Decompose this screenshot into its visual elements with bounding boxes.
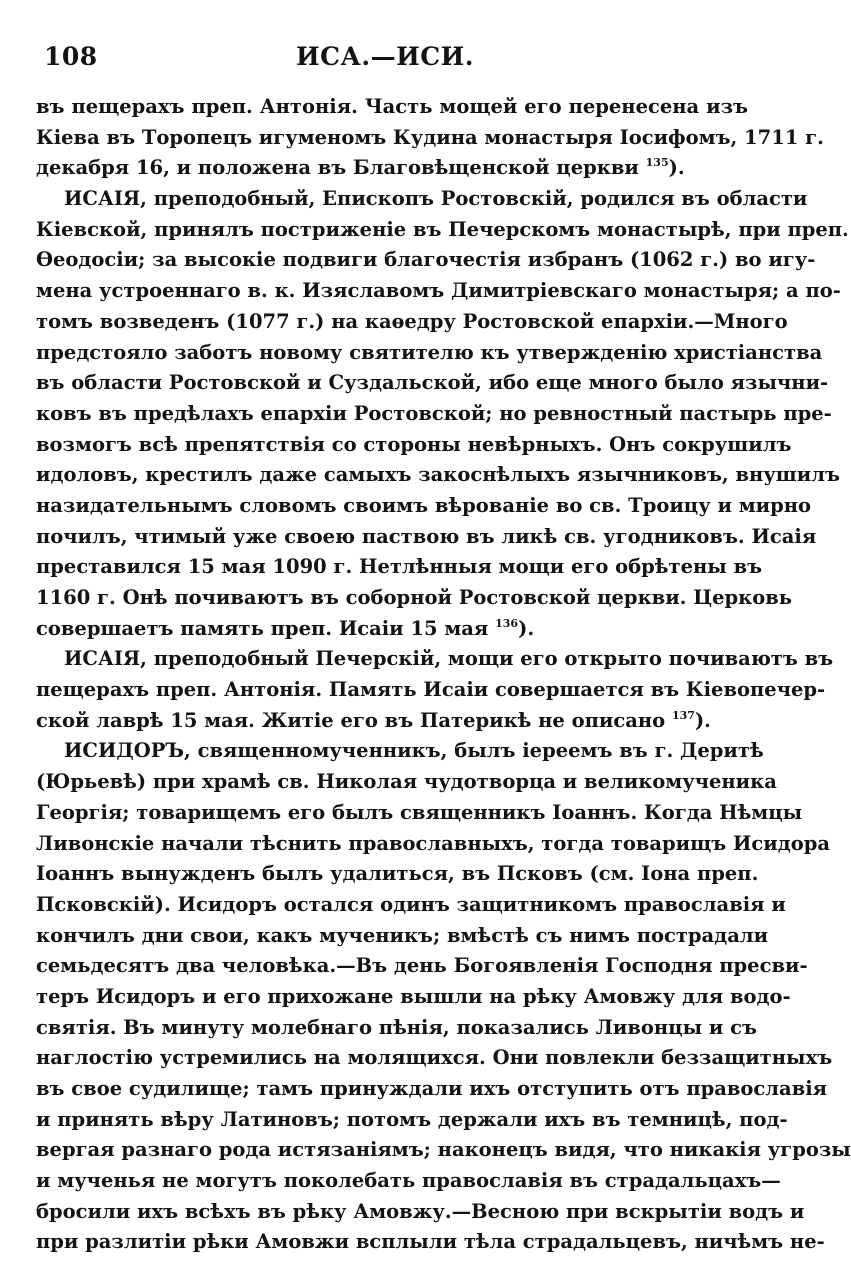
line-text: святія. Въ минуту молебнаго пѣнія, показались Ливонцы и съ [36,1015,757,1039]
text-line [36,153,748,184]
line-text: ковъ въ предѣлахъ епархіи Ростовской; но ревностный пастырь пре- [36,401,832,425]
line-text-tail: ). [668,156,685,180]
body-text [36,92,851,1258]
text-line [36,644,834,675]
text-line [36,245,816,276]
footnote-ref: 137 [671,708,695,722]
line-text: ской лаврѣ 15 мая. Житіе его въ Патерикѣ не описано [36,708,666,732]
text-line [36,92,748,123]
line-text: декабря 16, и положена въ Благовѣщенской церкви [36,156,639,180]
line-text: почилъ, чтимый уже своею паствою въ ликѣ св. угодниковъ. Исаія [36,524,817,548]
line-text: Іоаннъ вынужденъ былъ удалиться, въ Псковъ (см. Іона преп. [36,862,759,886]
line-text: назидательнымъ словомъ своимъ вѣрованіе во св. Троицу и мирно [36,493,812,517]
line-text: ИСАІЯ, преподобный Печерскій, мощи его открыто почиваютъ въ [64,647,834,671]
text-line [36,736,764,767]
line-text: Георгія; товарищемъ его былъ священникъ Іоаннъ. Когда Нѣмцы [36,800,803,824]
line-text: Ѳеодосіи; за высокіе подвиги благочестія избранъ (1062 г.) во игу- [36,248,816,272]
line-text: въ пещерахъ преп. Антонія. Часть мощей его перенесена изъ [36,95,748,118]
page-number: 108 [44,42,98,71]
text-line [36,1135,851,1166]
line-text: теръ Исидоръ и его прихожане вышли на рѣку Амовжу для водо- [36,984,791,1008]
text-line [36,890,786,921]
line-text: (Юрьевѣ) при храмѣ св. Николая чудотворца и великомученика [36,770,777,794]
text-line [36,675,826,706]
line-text: и мученья не могутъ поколебать православія въ страдальцахъ— [36,1169,781,1193]
text-line [36,706,748,737]
line-text: идоловъ, крестилъ даже самыхъ закоснѣлыхъ язычниковъ, внушилъ [36,463,840,487]
text-line [36,951,808,982]
line-text: и принять вѣру Латиновъ; потомъ держали ихъ въ темницѣ, под- [36,1107,788,1131]
line-text: совершаетъ память преп. Исаіи 15 мая [36,616,489,640]
line-text: преставился 15 мая 1090 г. Нетлѣнныя мощи его обрѣтены въ [36,555,763,579]
text-line [36,921,769,952]
text-line [36,368,829,399]
text-line [36,1166,781,1197]
line-text: ИСИДОРЪ, священномученникъ, былъ іереемъ въ г. Деритѣ [64,739,764,763]
line-text: въ области Ростовской и Суздальской, ибо еще много было язычни- [36,371,829,395]
text-line [36,338,823,369]
line-text: ИСАІЯ, преподобный, Епископъ Ростовскій, родился въ области [64,187,808,211]
text-line [36,1197,805,1228]
page-header [44,42,726,82]
line-text: вергая разнаго рода истязаніямъ; наконецъ видя, что никакія угрозы [36,1138,851,1162]
text-line [36,123,824,154]
running-head: ИСА.—ИСИ. [296,42,474,71]
text-line [36,184,808,215]
line-text: наглостію устремились на молящихся. Они повлекли беззащитныхъ [36,1046,833,1070]
text-line [36,798,803,829]
line-text: томъ возведенъ (1077 г.) на каѳедру Ростовской епархіи.—Много [36,309,788,333]
footnote-ref: 136 [495,616,519,630]
line-text: 1160 г. Онѣ почиваютъ въ соборной Ростовской церкви. Церковь [36,586,792,609]
text-line [36,859,759,890]
text-line [36,430,792,461]
text-line [36,276,841,307]
text-line [36,829,831,860]
line-text: кончилъ дни свои, какъ мученикъ; вмѣстѣ съ нимъ пострадали [36,923,769,947]
text-line [36,767,777,798]
line-text-tail: ). [518,616,535,640]
text-line [36,522,817,553]
text-line [36,491,812,522]
text-line [36,1227,825,1258]
line-text: Кіевской, принялъ постриженіе въ Печерскомъ монастырѣ, при преп. [36,217,849,241]
line-text: пещерахъ преп. Антонія. Память Исаіи совершается въ Кіевопечер- [36,678,826,702]
text-line [36,399,832,430]
line-text-tail: ). [694,708,711,732]
line-text: Псковскій). Исидоръ остался одинъ защитникомъ православія и [36,892,786,916]
line-text: семьдесятъ два человѣка.—Въ день Богоявленія Господня пресви- [36,954,808,978]
text-line [36,614,748,645]
line-text: предстояло заботъ новому святителю къ утвержденію христіанства [36,340,823,364]
text-line [36,982,791,1013]
text-line [36,215,849,246]
line-text: Кіева въ Торопецъ игуменомъ Кудина монастыря Іосифомъ, 1711 г. [36,125,824,149]
text-line [36,1105,788,1136]
text-line [36,1013,757,1044]
text-line [36,552,763,583]
line-text: бросили ихъ всѣхъ въ рѣку Амовжу.—Весною при вскрытіи водъ и [36,1199,805,1223]
line-text: Ливонскіе начали тѣснить православныхъ, тогда товарищъ Исидора [36,831,831,855]
footnote-ref: 135 [645,156,669,170]
line-text: при разлитіи рѣки Амовжи всплыли тѣла страдальцевъ, ничѣмъ не- [36,1230,825,1254]
text-line [36,1074,828,1105]
text-line [36,583,792,614]
text-line [36,307,788,338]
text-line [36,1043,833,1074]
line-text: въ свое судилище; тамъ принуждали ихъ отступить отъ православія [36,1077,828,1100]
line-text: возмогъ всѣ препятствія со стороны невѣрныхъ. Онъ сокрушилъ [36,432,792,456]
line-text: мена устроеннаго в. к. Изяславомъ Димитріевскаго монастыря; а по- [36,279,841,303]
text-line [36,460,840,491]
